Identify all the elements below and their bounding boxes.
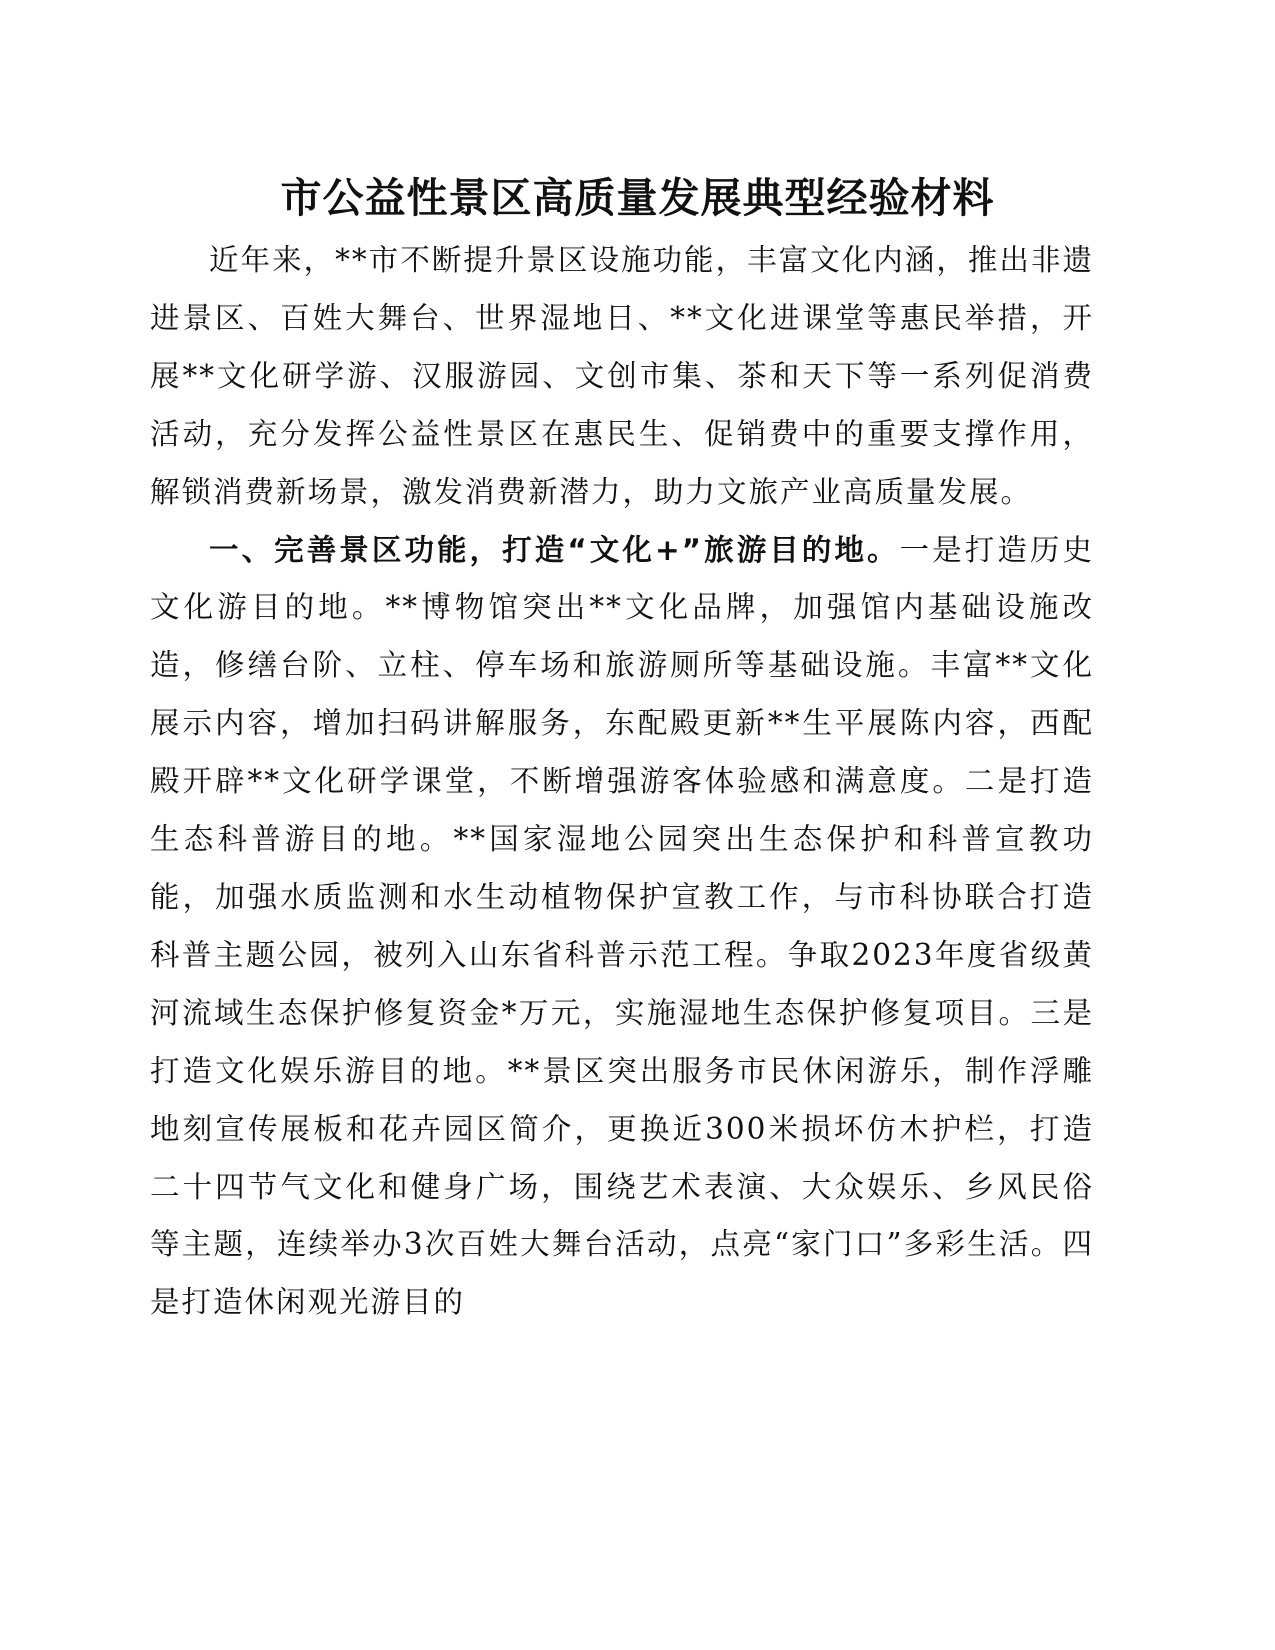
section-one-heading: 一、完善景区功能，打造“文化+”旅游目的地。 — [209, 532, 900, 567]
section-one-paragraph — [150, 522, 1094, 1333]
intro-paragraph-text: 近年来，**市不断提升景区设施功能，丰富文化内涵，推出非遗进景区、百姓大舞台、世界湿地日、**文化进课堂等惠民举措，开展**文化研学游、汉服游园、文创市集、茶和天下等一系列促消费活动，充分发挥公益性景区在惠民生、促销费中的重要支撑作用，解锁消费新场景，激发消费新潜力，助力文旅产业高质量发展。 — [150, 243, 1094, 509]
document-title: 市公益性景区高质量发展典型经验材料 — [280, 174, 995, 222]
intro-paragraph — [150, 232, 1094, 522]
document-body — [150, 232, 1094, 1332]
section-one-text: 一是打造历史文化游目的地。**博物馆突出**文化品牌，加强馆内基础设施改造，修缮台阶、立柱、停车场和旅游厕所等基础设施。丰富**文化展示内容，增加扫码讲解服务，东配殿更新**生平展陈内容，西配殿开辟**文化研学课堂，不断增强游客体验感和满意度。二是打造生态科普游目的地。**国家湿地公园突出生态保护和科普宣教功能，加强水质监测和水生动植物保护宣教工作，与市科协联合打造科普主题公园，被列入山东省科普示范工程。争取2023年度省级黄河流域生态保护修复资金*万元，实施湿地生态保护修复项目。三是打造文化娱乐游目的地。**景区突出服务市民休闲游乐，制作浮雕地刻宣传展板和花卉园区简介，更换近300米损坏仿木护栏，打造二十四节气文化和健身广场，围绕艺术表演、大众娱乐、乡风民俗等主题，连续举办3次百姓大舞台活动，点亮“家门口”多彩生活。四是打造休闲观光游目的 — [150, 532, 1094, 1320]
